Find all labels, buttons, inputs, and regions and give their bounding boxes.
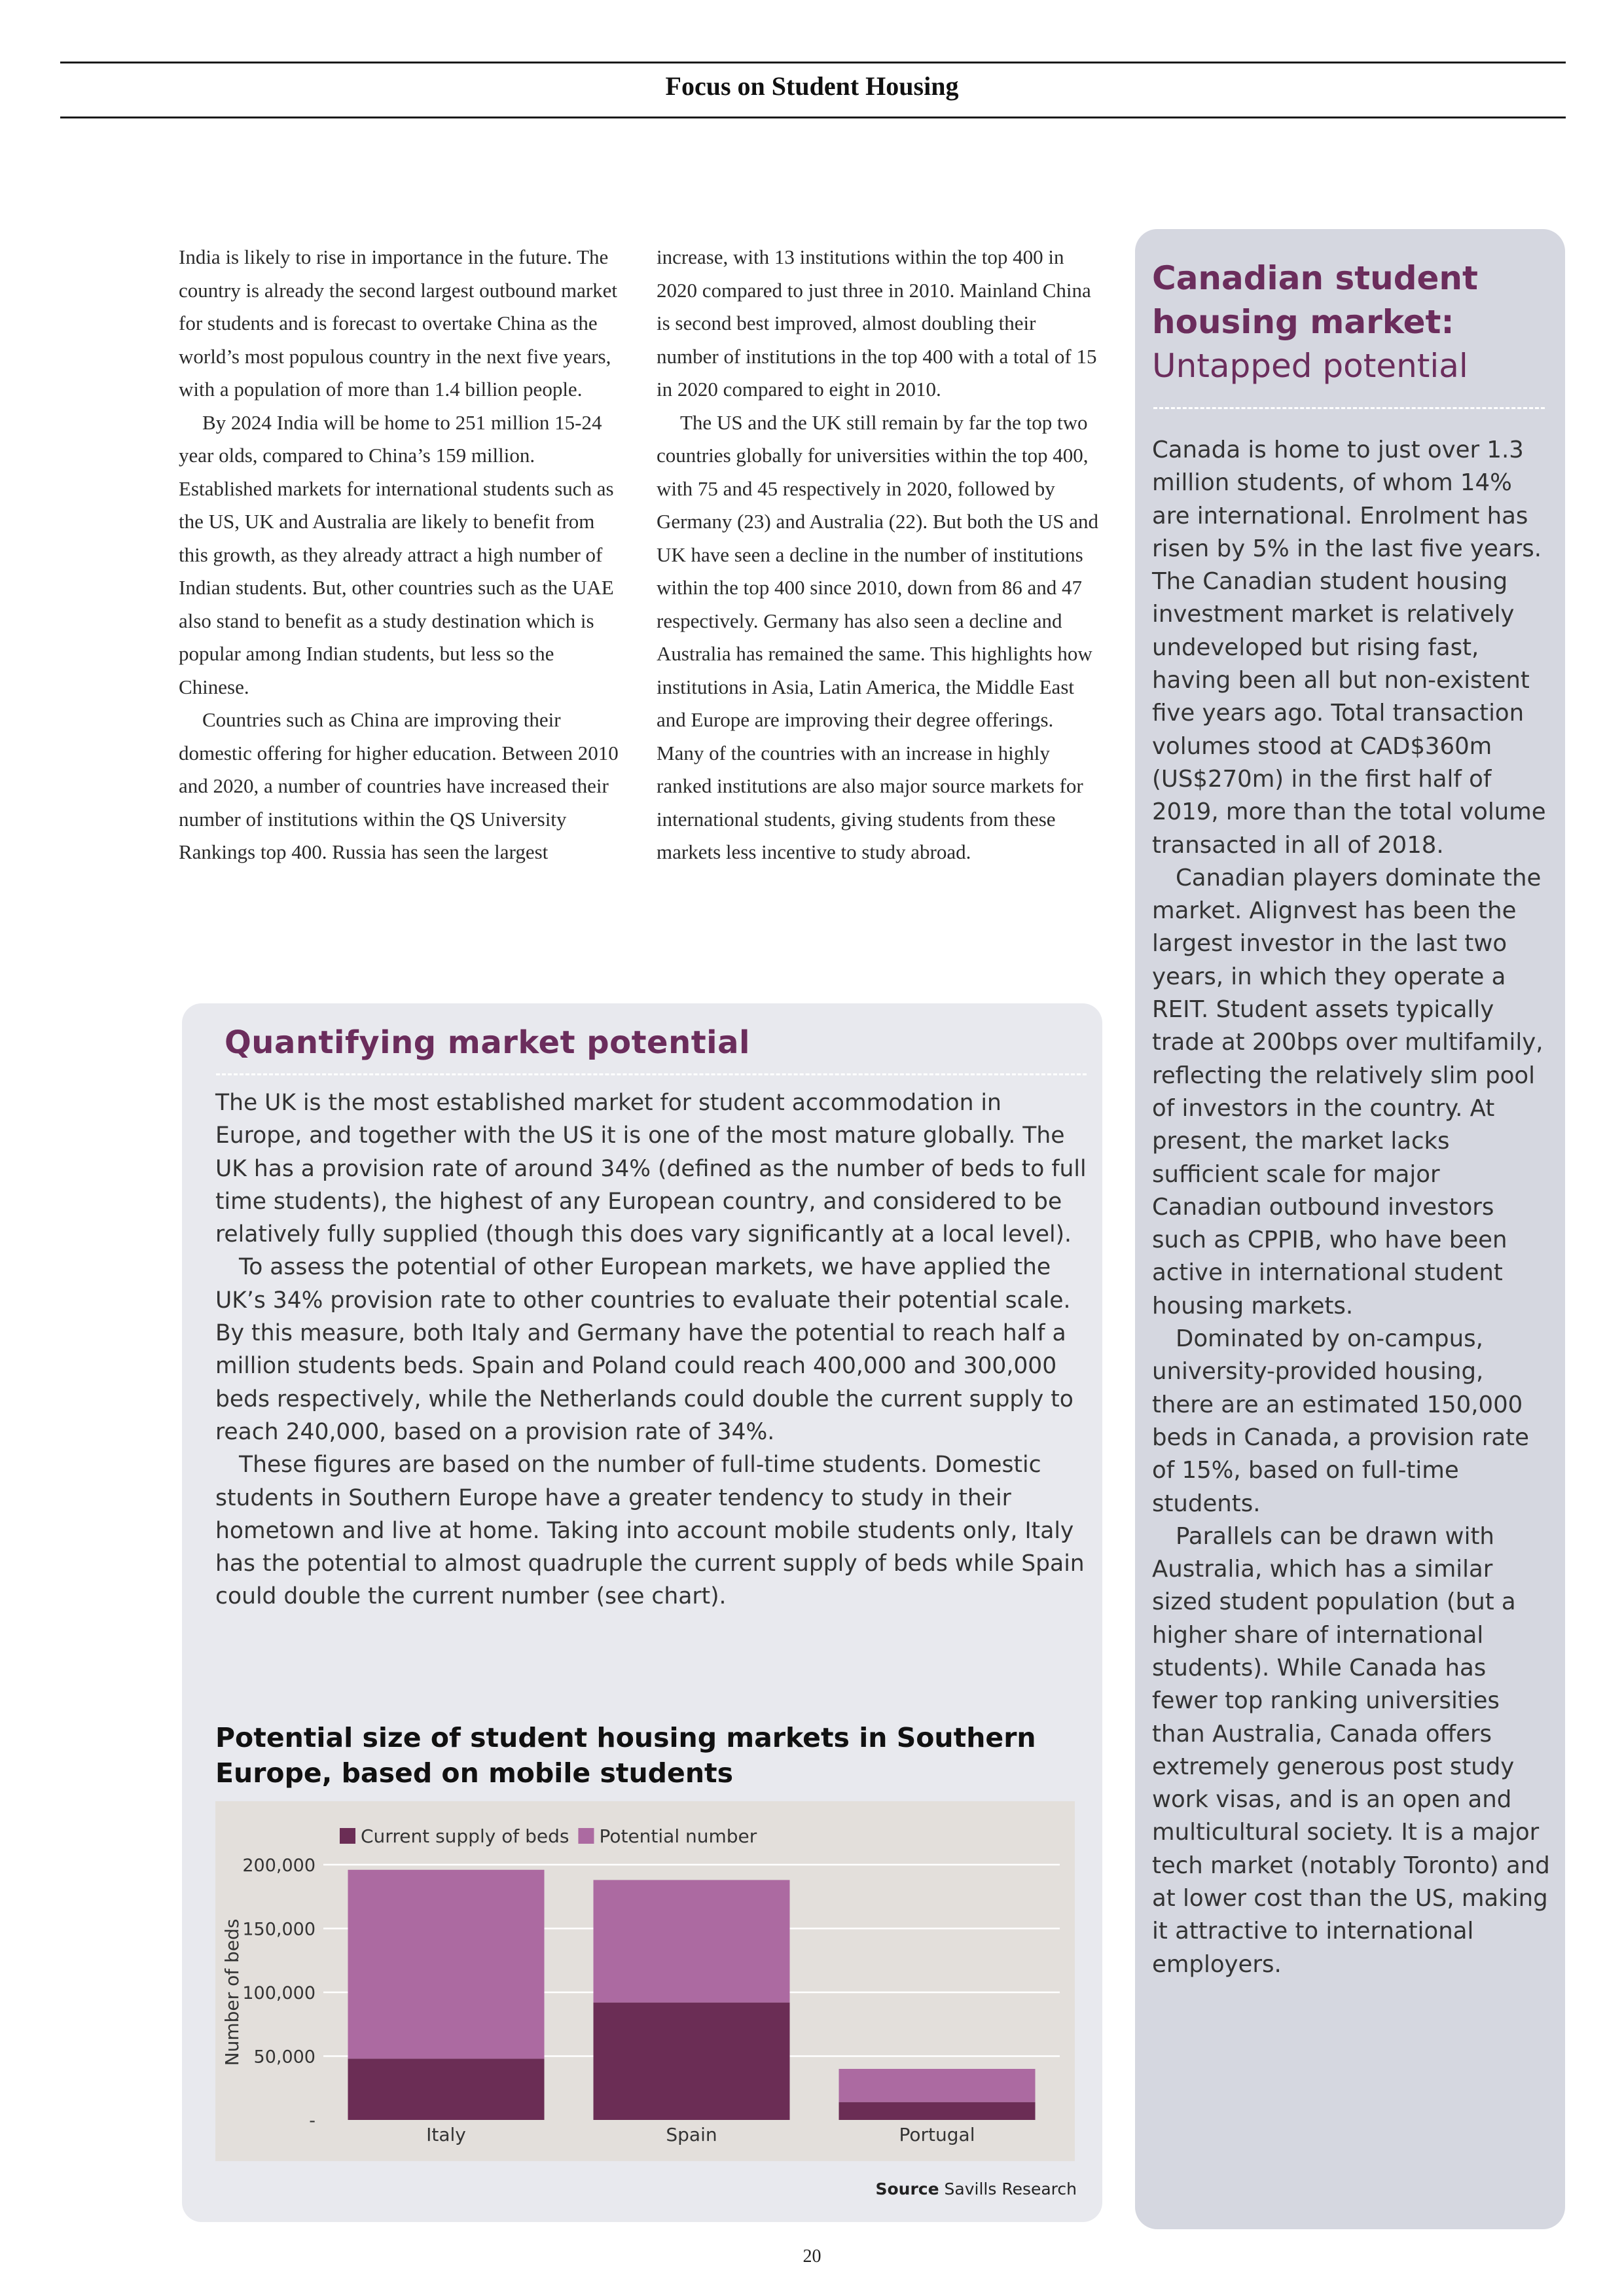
legend-label: Potential number bbox=[599, 1825, 757, 1847]
bar-italy-potential-number bbox=[348, 1870, 545, 2059]
quant-paragraph-3: These figures are based on the number of full-time students. Domestic students in Southern Europe have a greater tendency to study in their hometown and live at home. Taking into account mobile students only, Italy has the potential to almost quadruple the current supply of beds while Spain could double the current number (see chart). bbox=[215, 1452, 1085, 1610]
legend-swatch bbox=[340, 1828, 355, 1844]
y-axis-label: Number of beds bbox=[221, 1918, 243, 2066]
quantifying-box-body bbox=[215, 1086, 1092, 1613]
x-tick-label: Spain bbox=[666, 2124, 717, 2145]
quant-paragraph-1: The UK is the most established market for student accommodation in Europe, and together with the US it is one of the most mature globally. The UK has a provision rate of around 34% (defined as the number of beds to full time students), the highest of any European country, and considered to be relatively fully supplied (though this does vary significantly at a local level). bbox=[215, 1090, 1087, 1248]
sidebar-divider bbox=[1153, 407, 1545, 409]
quant-paragraph-2: To assess the potential of other European markets, we have applied the UK’s 34% provision rate to other countries to evaluate their potential scale. By this measure, both Italy and Germany have the potential to reach half a million students beds. Spain and Poland could reach 400,000 and 300,000 beds respectively, while the Netherlands could double the current supply to reach 240,000, based on a provision rate of 34%. bbox=[215, 1254, 1074, 1445]
quantifying-box-divider bbox=[216, 1073, 1087, 1075]
text-column-1 bbox=[179, 241, 624, 869]
x-tick-label: Italy bbox=[426, 2124, 466, 2145]
column-2-paragraph-2: The US and the UK still remain by far the top two countries globally for universities within the top 400, with 75 and 45 respectively in 2020, followed by Germany (23) and Australia (22). But both the US and UK have seen a decline in the number of institutions within the top 400 since 2010, down from 86 and 47 respectively. Germany has also seen a decline and Australia has remained the same. This highlights how institutions in Asia, Latin America, the Middle East and Europe are improving their degree offerings. Many of the countries with an increase in highly ranked institutions are also major source markets for international students, giving students from these markets less incentive to study abroad. bbox=[657, 410, 1098, 863]
sidebar-paragraph-4: Parallels can be drawn with Australia, which has a similar sized student population (but a higher share of international students). While Canada has fewer top ranking universities than Australia, Canada offers extremely generous post study work visas, and is an open and multicultural society. It is a major tech market (notably Toronto) and at lower cost than the US, making it attractive to international employers. bbox=[1152, 1522, 1550, 1978]
sidebar-body bbox=[1152, 434, 1551, 1981]
sidebar-title-line-1: Canadian student bbox=[1152, 259, 1478, 297]
sidebar-paragraph-2: Canadian players dominate the market. Alignvest has been the largest investor in the last two years, in which they operate a REIT. Student assets typically trade at 200bps over multifamily, reflecting the relatively slim pool of investors in the country. At present, the market lacks sufficient scale for major Canadian outbound investors such as CPPIB, who have been active in international student housing markets. bbox=[1152, 864, 1543, 1319]
bar-spain-potential-number bbox=[594, 1880, 790, 2002]
sidebar-title bbox=[1152, 257, 1551, 388]
text-column-2 bbox=[657, 241, 1102, 869]
bar-italy-current-supply-of-beds bbox=[348, 2058, 545, 2120]
x-tick-label: Portugal bbox=[899, 2124, 975, 2145]
column-2-paragraph-1: increase, with 13 institutions within the top 400 in 2020 compared to just three in 2010. Mainland China is second best improved, almost doubling their number of institutions in the top 400 with a total of 15 in 2020 compared to eight in 2010. bbox=[657, 245, 1097, 401]
header-rule-top bbox=[60, 62, 1566, 63]
y-tick-label: 100,000 bbox=[242, 1983, 316, 2003]
header-rule-bottom bbox=[60, 117, 1566, 118]
bar-spain-current-supply-of-beds bbox=[594, 2003, 790, 2120]
sidebar-paragraph-1: Canada is home to just over 1.3 million students, of whom 14% are international. Enrolment has risen by 5% in the last five years. The Canadian student housing investment market is relatively undeveloped but rising fast, having been all but non-existent five years ago. Total transaction volumes stood at CAD$360m (US$270m) in the first half of 2019, more than the total volume transacted in all of 2018. bbox=[1152, 437, 1546, 859]
source-label: Source bbox=[875, 2179, 939, 2198]
bar-chart-panel bbox=[215, 1801, 1075, 2161]
page-number: 20 bbox=[803, 2246, 821, 2267]
running-header-title: Focus on Student Housing bbox=[665, 71, 959, 101]
sidebar-title-line-2: housing market: bbox=[1152, 303, 1454, 341]
bar-portugal-potential-number bbox=[839, 2069, 1036, 2102]
quantifying-box-title: Quantifying market potential bbox=[225, 1024, 750, 1061]
legend-label: Current supply of beds bbox=[361, 1825, 569, 1847]
bar-portugal-current-supply-of-beds bbox=[839, 2102, 1036, 2120]
bar-chart-svg bbox=[215, 1801, 1075, 2161]
chart-title: Potential size of student housing markets in Southern Europe, based on mobile students bbox=[215, 1722, 1036, 1789]
column-1-paragraph-2: By 2024 India will be home to 251 million 15-24 year olds, compared to China’s 159 million. Established markets for international students such as the US, UK and Australia are likely to benefit from this growth, as they already attract a high number of Indian students. But, other countries such as the UAE also stand to benefit as a study destination which is popular among Indian students, but less so the Chinese. bbox=[179, 410, 614, 698]
y-tick-label: 200,000 bbox=[242, 1856, 316, 1876]
legend-swatch bbox=[578, 1828, 594, 1844]
column-1-paragraph-3: Countries such as China are improving their domestic offering for higher education. Between 2010 and 2020, a number of countries have increased their number of institutions within the QS University Rankings top 400. Russia has seen the largest bbox=[179, 708, 619, 863]
column-1-paragraph-1: India is likely to rise in importance in the future. The country is already the second largest outbound market for students and is forecast to overtake China as the world’s most populous country in the next five years, with a population of more than 1.4 billion people. bbox=[179, 245, 618, 401]
chart-source-line bbox=[720, 2179, 1077, 2198]
y-tick-label: - bbox=[309, 2111, 316, 2131]
sidebar-paragraph-3: Dominated by on-campus, university-provided housing, there are an estimated 150,000 beds in Canada, a provision rate of 15%, based on full-time students. bbox=[1152, 1325, 1529, 1517]
y-tick-label: 50,000 bbox=[253, 2047, 316, 2068]
source-text: Savills Research bbox=[944, 2179, 1077, 2198]
sidebar-title-line-3: Untapped potential bbox=[1152, 347, 1468, 385]
y-tick-label: 150,000 bbox=[242, 1919, 316, 1940]
